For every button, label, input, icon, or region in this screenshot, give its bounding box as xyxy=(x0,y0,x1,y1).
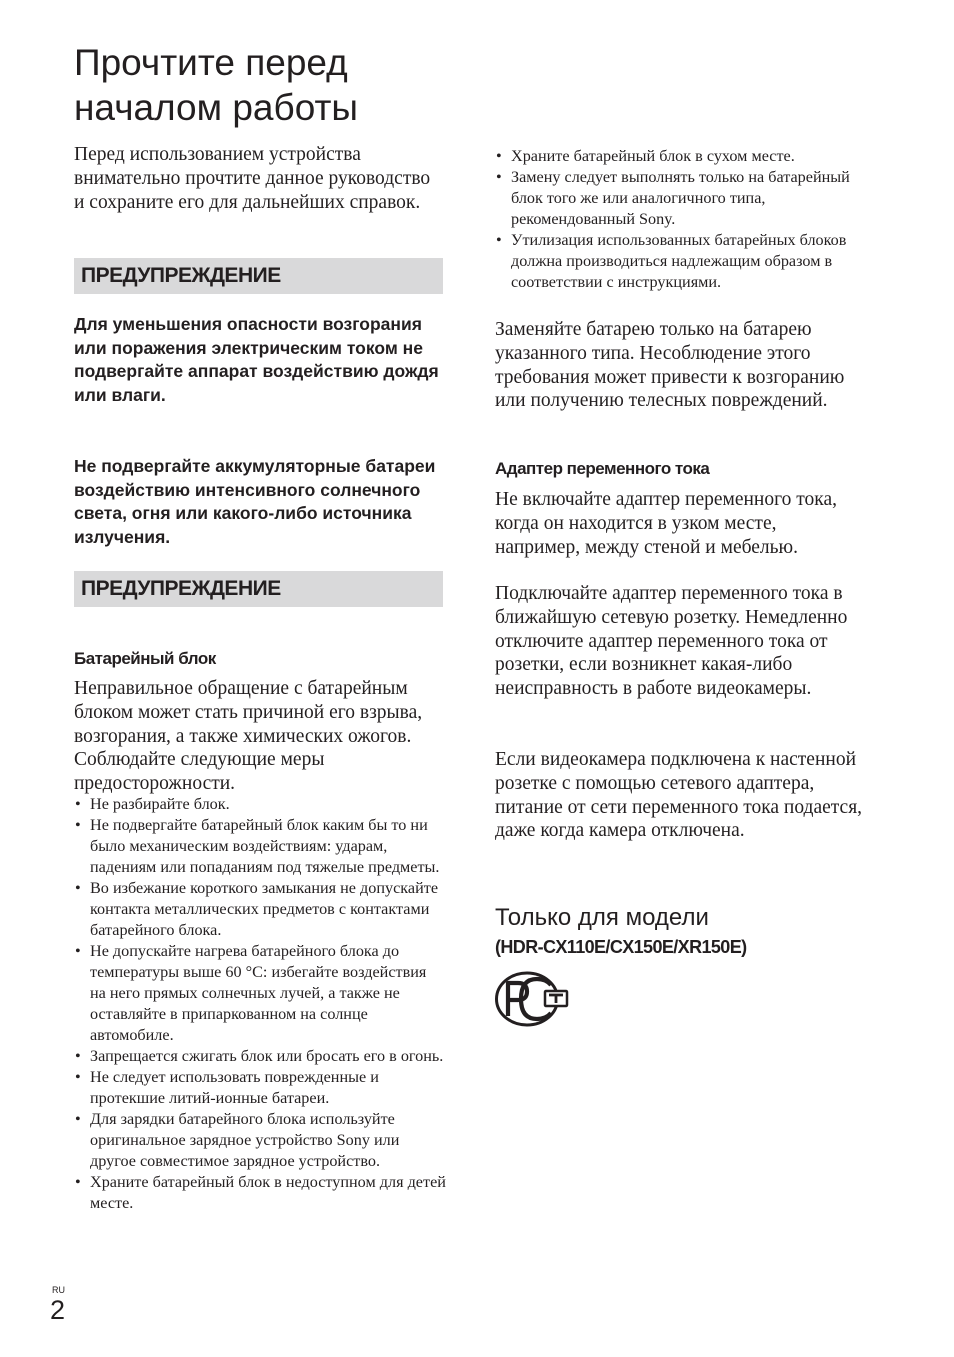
battery-replace-text: Заменяйте батарею только на батарею указанного типа. Несоблюдение этого требования может привести к возгоранию или получению телесных повреждений. xyxy=(495,319,845,412)
pct-certification-mark xyxy=(494,970,572,1028)
battery-bullet-list xyxy=(74,794,446,1214)
list-item: • Не разбирайте блок. xyxy=(74,794,446,815)
model-heading: Только для модели xyxy=(495,904,709,931)
adapter-paragraph-2: Подключайте адаптер переменного тока в ближайшую сетевую розетку. Немедленно отключите адаптер переменного тока от розетки, если возникнет какая-либо неисправность в работе видеокамеры. xyxy=(495,583,848,700)
warning-text-2: Не подвергайте аккумуляторные батареи воздействию интенсивного солнечного света, огня или какого-либо источника излучения. xyxy=(74,456,436,547)
list-item: • Храните батарейный блок в сухом месте. xyxy=(495,146,865,167)
warning-banner-2 xyxy=(74,571,443,607)
page-number: 2 xyxy=(50,1295,66,1325)
list-item: • Запрещается сжигать блок или бросать его в огонь. xyxy=(74,1046,446,1067)
warning-banner-1 xyxy=(74,258,443,294)
battery-text: Неправильное обращение с батарейным блоком может стать причиной его взрыва, возгорания, а также химических ожогов. Соблюдайте следующие меры предосторожности. xyxy=(74,678,423,795)
battery-heading: Батарейный блок xyxy=(74,649,216,668)
page-title: Прочтите перед началом работы xyxy=(74,42,359,128)
list-item: • Не допускайте нагрева батарейного блока до температуры выше 60 °C: избегайте воздействия на него прямых солнечных лучей, а также не оставляйте в припаркованном на солнце автомобиле. xyxy=(74,941,446,1046)
storage-bullet-list xyxy=(495,146,865,293)
list-item: • Не подвергайте батарейный блок каким бы то ни было механическим воздействиям: ударам, падениям или попаданиям под тяжелые предметы. xyxy=(74,815,446,878)
list-item: • Во избежание короткого замыкания не допускайте контакта металлических предметов с контактами батарейного блока. xyxy=(74,878,446,941)
list-item: • Замену следует выполнять только на батарейный блок того же или аналогичного типа, рекомендованный Sony. xyxy=(495,167,865,230)
language-code: RU xyxy=(52,1285,65,1295)
list-item: • Утилизация использованных батарейных блоков должна производиться надлежащим образом в соответствии с инструкциями. xyxy=(495,230,865,293)
model-codes: (HDR-CX110E/CX150E/XR150E) xyxy=(495,937,747,957)
adapter-heading: Адаптер переменного тока xyxy=(495,459,710,478)
pct-certification-icon xyxy=(494,970,572,1028)
list-item: • Храните батарейный блок в недоступном для детей месте. xyxy=(74,1172,446,1214)
list-item: • Для зарядки батарейного блока используйте оригинальное зарядное устройство Sony или другое совместимое зарядное устройство. xyxy=(74,1109,446,1172)
warning-text-1: Для уменьшения опасности возгорания или поражения электрическим током не подвергайте аппарат воздействию дождя или влаги. xyxy=(74,314,439,405)
warning-heading-1: ПРЕДУПРЕЖДЕНИЕ xyxy=(81,264,281,287)
adapter-paragraph-3: Если видеокамера подключена к настенной розетке с помощью сетевого адаптера, питание от сети переменного тока подается, даже когда камера отключена. xyxy=(495,749,863,842)
warning-heading-2: ПРЕДУПРЕЖДЕНИЕ xyxy=(81,577,281,600)
adapter-paragraph-1: Не включайте адаптер переменного тока, когда он находится в узком месте, например, между стеной и мебелью. xyxy=(495,489,837,558)
intro-paragraph: Перед использованием устройства внимательно прочтите данное руководство и сохраните его для дальнейших справок. xyxy=(74,144,431,213)
list-item: • Не следует использовать поврежденные и протекшие литий-ионные батареи. xyxy=(74,1067,446,1109)
